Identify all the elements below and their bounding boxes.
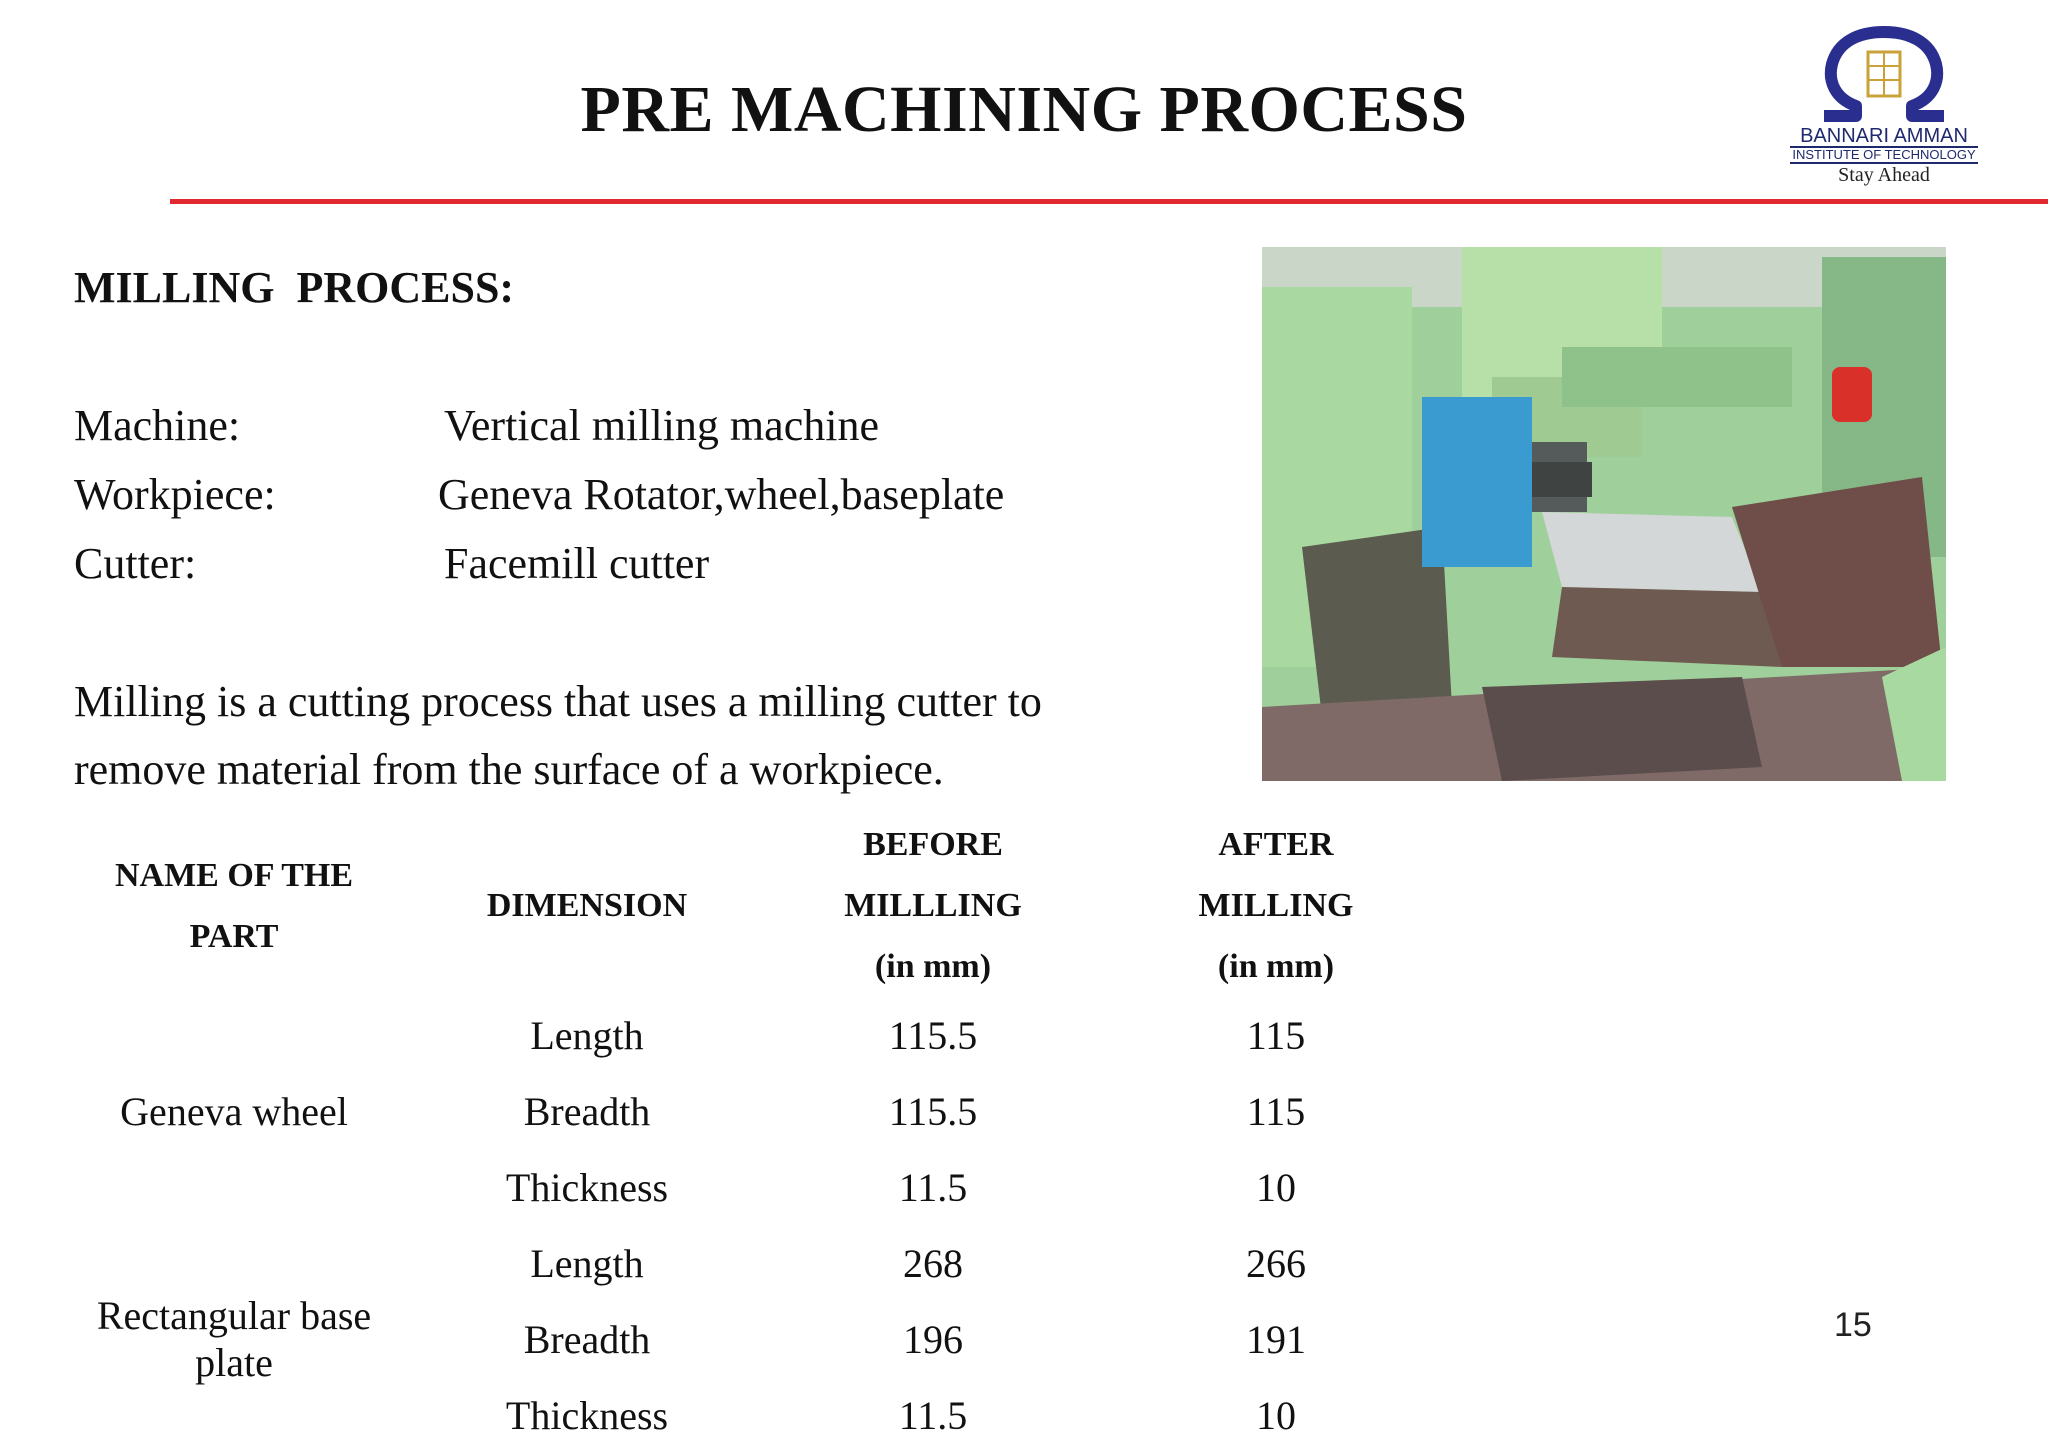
spec-label-machine: Machine: <box>74 401 241 450</box>
dimension-cell: Thickness <box>505 1164 669 1210</box>
title-divider <box>170 199 2048 204</box>
milling-dimensions-table <box>54 814 1446 1453</box>
header-before-line-3: (in mm) <box>874 948 992 985</box>
header-before <box>760 814 1106 997</box>
institute-logo <box>1784 24 1984 194</box>
header-before-line-1: BEFORE <box>863 826 1003 863</box>
dimension-cell: Thickness <box>505 1392 669 1438</box>
dimension-cell: Breadth <box>523 1088 651 1134</box>
slide-title: PRE MACHINING PROCESS <box>580 73 1468 146</box>
after-cell: 115 <box>1246 1088 1306 1134</box>
after-cell: 115 <box>1246 1012 1306 1058</box>
header-after-line-1: AFTER <box>1218 826 1334 863</box>
logo-line-2: INSTITUTE OF TECHNOLOGY <box>1792 147 1976 162</box>
header-before-line-2: MILLLING <box>844 887 1022 924</box>
spec-value-cutter: Facemill cutter <box>444 539 710 588</box>
before-cell: 115.5 <box>888 1088 978 1134</box>
header-part <box>54 814 414 997</box>
before-cell: 268 <box>903 1240 963 1286</box>
milling-machine-photo <box>1262 247 1946 781</box>
spec-value-workpiece: Geneva Rotator,wheel,baseplate <box>438 470 1005 519</box>
spec-label-cutter: Cutter: <box>74 539 197 588</box>
page-number: 15 <box>1834 1306 1872 1344</box>
description-line-2: remove material from the surface of a workpiece. <box>74 745 944 794</box>
header-after-line-2: MILLING <box>1198 887 1354 924</box>
table-header-row <box>54 814 1446 997</box>
spec-value-machine: Vertical milling machine <box>444 401 879 450</box>
after-cell: 10 <box>1256 1392 1296 1438</box>
before-cell: 115.5 <box>888 1012 978 1058</box>
after-cell: 10 <box>1256 1164 1296 1210</box>
header-after <box>1106 814 1446 997</box>
header-part-line-2: PART <box>189 917 279 955</box>
table-row <box>54 1225 1446 1301</box>
logo-tagline: Stay Ahead <box>1838 164 1930 186</box>
dimension-cell: Length <box>530 1240 644 1286</box>
dimension-cell: Length <box>530 1012 644 1058</box>
header-dimension: DIMENSION <box>486 887 688 924</box>
dimension-cell: Breadth <box>523 1316 651 1362</box>
header-after-line-3: (in mm) <box>1217 948 1335 985</box>
before-cell: 11.5 <box>898 1392 968 1438</box>
omega-emblem-icon <box>1794 24 1974 124</box>
before-cell: 11.5 <box>898 1164 968 1210</box>
header-part-line-1: NAME OF THE <box>114 856 354 894</box>
section-heading: MILLING PROCESS: <box>74 263 515 312</box>
before-cell: 196 <box>903 1316 963 1362</box>
part-name-cell: Geneva wheel <box>120 1088 348 1134</box>
spec-label-workpiece: Workpiece: <box>74 470 276 519</box>
description-line-1: Milling is a cutting process that uses a milling cutter to <box>74 677 1042 726</box>
process-description <box>74 668 1214 804</box>
logo-line-1: BANNARI AMMAN <box>1800 125 1968 147</box>
part-name-cell: Rectangular base plate <box>96 1293 372 1385</box>
after-cell: 266 <box>1246 1240 1306 1286</box>
table-row <box>54 997 1446 1073</box>
after-cell: 191 <box>1246 1316 1306 1362</box>
